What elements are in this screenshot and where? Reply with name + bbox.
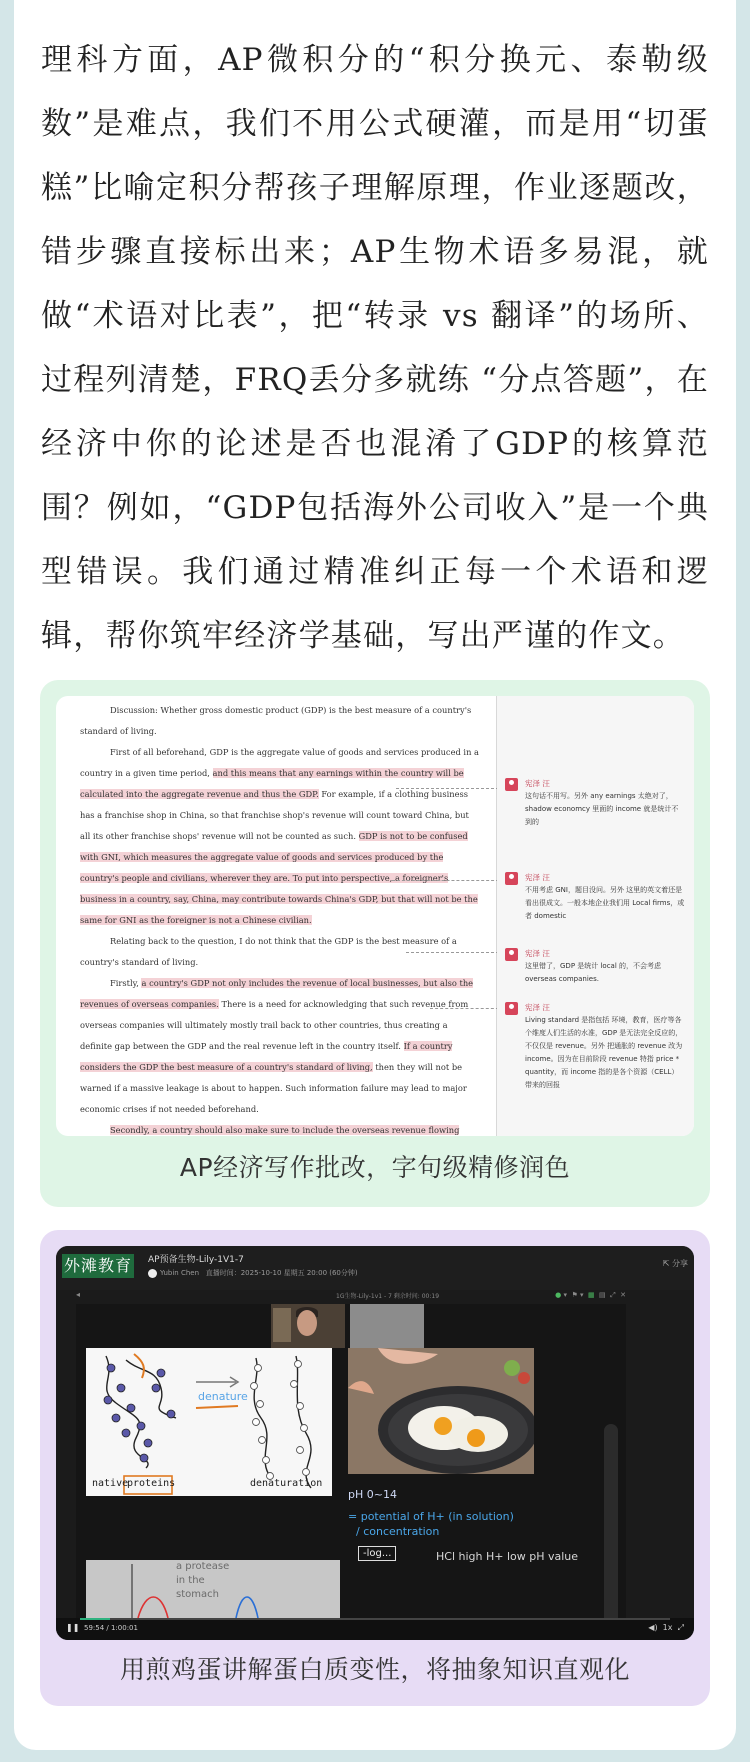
essay-text: Firstly, bbox=[110, 978, 142, 988]
mic-icon[interactable]: ● bbox=[555, 1291, 562, 1299]
teacher-camera[interactable] bbox=[271, 1304, 345, 1348]
bookshelf bbox=[273, 1308, 291, 1342]
page-sheet bbox=[14, 0, 736, 1750]
video-caption: 用煎鸡蛋讲解蛋白质变性，将抽象知识直观化 bbox=[119, 1655, 630, 1684]
essay-card bbox=[40, 680, 710, 1207]
essay-paragraph-1: Discussion: Whether gross domestic product (GDP) is the best measure of a country's standard of living. bbox=[80, 705, 472, 736]
student-camera[interactable] bbox=[350, 1304, 424, 1348]
video-screenshot bbox=[56, 1246, 694, 1640]
fullscreen-icon[interactable]: ⤢ bbox=[677, 1623, 684, 1632]
essay-screenshot bbox=[56, 696, 694, 1136]
review-comment[interactable] bbox=[505, 778, 689, 848]
highlighted-text[interactable]: a country's GDP not only includes the revenue of local businesses, but also the revenues of overseas companies. bbox=[80, 978, 474, 1009]
formula-line-1: = potential of H+ (in solution) bbox=[348, 1510, 514, 1523]
review-comment[interactable] bbox=[505, 948, 689, 998]
comment-body: 这句话不用写。另外 any earnings 太绝对了，shadow economcy 里面的 income 就是统计不到的 bbox=[525, 792, 679, 826]
pause-icon[interactable]: ❚❚ bbox=[66, 1623, 80, 1632]
highlighted-text[interactable]: and this means that any earnings within the country will be calculated into the aggregate revenue and thus the GDP. bbox=[80, 768, 464, 799]
user-icon bbox=[505, 778, 518, 791]
essay-text: For example, if a clothing business has a franchise shop in China, so that franchise shop's revenue will count toward China, but all its other franchise shops' revenue will not be counted as such. bbox=[80, 789, 469, 841]
protein-diagram bbox=[86, 1348, 332, 1496]
comment-connector bbox=[396, 788, 504, 789]
host-info bbox=[148, 1268, 358, 1278]
ph-graph bbox=[86, 1560, 340, 1618]
comment-connector bbox=[430, 1008, 504, 1009]
right-controls bbox=[648, 1623, 684, 1633]
comment-author: 宪泽 汪 bbox=[525, 779, 550, 788]
schedule-text: 直播时间：2025-10-10 星期五 20:00 (60分钟) bbox=[205, 1269, 358, 1277]
essay-text: then they will not be warned if a massive leakage is about to happen. Such information failure may lead to major economic crises if not needed beforehand. bbox=[80, 1062, 467, 1114]
volume-icon[interactable]: ◀) bbox=[648, 1623, 658, 1632]
review-comment[interactable] bbox=[505, 1002, 689, 1132]
host-name: Yubin Chen bbox=[160, 1269, 200, 1277]
essay-paragraph-4 bbox=[80, 973, 480, 1120]
ph-range: pH 0~14 bbox=[348, 1488, 397, 1501]
formula-line-2: / concentration bbox=[356, 1525, 440, 1538]
video-card bbox=[40, 1230, 710, 1706]
essay-paragraph-2 bbox=[80, 742, 480, 931]
egg-image bbox=[348, 1348, 534, 1474]
progress-track[interactable] bbox=[80, 1618, 670, 1620]
highlighted-text[interactable]: Secondly, a country should also make sure to include the overseas revenue flowing bbox=[80, 1125, 459, 1136]
speed-button[interactable]: 1x bbox=[662, 1623, 673, 1632]
menu-icon[interactable]: ◂ bbox=[76, 1290, 81, 1299]
comment-body: 这里错了，GDP 是统计 local 的，不会考虑 overseas companies. bbox=[525, 962, 662, 983]
comment-connector bbox=[392, 880, 504, 881]
user-icon bbox=[505, 1002, 518, 1015]
essay-paragraph-5 bbox=[80, 1120, 480, 1136]
brand-logo: 外滩教育 bbox=[62, 1254, 134, 1278]
grid-icon[interactable]: ▦ bbox=[587, 1291, 595, 1299]
essay-text: First of all beforehand, GDP is the aggregate value of goods and services produced in a country in a given time period, bbox=[80, 747, 480, 778]
highlighted-text[interactable]: GDP is not to be confused with GNI, which measures the aggregate value of goods and services produced by the country's people and civilians, wherever they are. To put into perspective, a foreigner's business in a country, say, China, may contribute towards China's GDP, but that will not be the same for GNI as the foreigner is not a Chinese civilian. bbox=[80, 831, 478, 925]
essay-caption: AP经济写作批改，字句级精修润色 bbox=[179, 1153, 571, 1182]
user-icon bbox=[505, 948, 518, 961]
time-display: 59:54 / 1:00:01 bbox=[84, 1624, 138, 1632]
essay-paragraph-3: Relating back to the question, I do not think that the GDP is the best measure of a country's standard of living. bbox=[80, 936, 457, 967]
session-label: 1G生物-Lily-1v1 - 7 剩余时间: 00:19 bbox=[336, 1293, 440, 1300]
class-title: AP预备生物-Lily-1V1-7 bbox=[148, 1255, 244, 1265]
comment-author: 宪泽 汪 bbox=[525, 1003, 550, 1012]
playback-controls bbox=[56, 1618, 694, 1640]
denature-label: denature bbox=[198, 1390, 248, 1403]
proteins-label: proteins bbox=[127, 1478, 176, 1489]
user-icon bbox=[505, 872, 518, 885]
session-bar bbox=[76, 1290, 626, 1302]
intro-paragraph: 理科方面，AP微积分的“积分换元、泰勒级数”是难点，我们不用公式硬灌，而是用“切蛋糕”比喻定积分帮孩子理解原理，作业逐题改，错步骤直接标出来；AP生物术语多易混，就做“术语对比表”，把“转录 vs 翻译”的场所、过程列清楚，FRQ丢分多就练 “分点答题”，在经济中你的论述是否也混淆了GDP的核算范围？例如，“GDP包括海外公司收入”是一个典型错误。我们通过精准纠正每一个术语和逻辑，帮你筑牢经济学基础，写出严谨的作文。 bbox=[41, 42, 709, 654]
denaturation-label: denaturation bbox=[250, 1478, 323, 1489]
teacher-face bbox=[297, 1310, 317, 1336]
essay-document bbox=[56, 696, 496, 1136]
comment-body: Living standard 是指包括 环境，教育，医疗等各个维度人们生活的水准，GDP 是无法完全反应的，不仅仅是 revenue。另外 把通胀的 revenue 改为 income。因为在目前阶段 revenue 特指 price * quantity，而 income 指的是各个资源（CELL）带来的回报 bbox=[525, 1016, 683, 1089]
native-label: native bbox=[92, 1478, 129, 1489]
comment-author: 宪泽 汪 bbox=[525, 873, 550, 882]
highlighted-text[interactable]: If a country considers the GDP the best measure of a country's standard of living, bbox=[80, 1041, 453, 1072]
comment-body: 不用考虑 GNI，题目没问。另外 这里的英文着还是看出很成文。一般本地企业我们用 Local firms，或者 domestic bbox=[525, 886, 685, 920]
comment-author: 宪泽 汪 bbox=[525, 949, 550, 958]
toolbar-icons[interactable]: ● ▾ ⚑ ▾ ▦ ▤ ⤢ ✕ bbox=[555, 1291, 626, 1299]
video-header bbox=[56, 1246, 694, 1290]
log-box: -log... bbox=[358, 1546, 396, 1561]
share-label: 分享 bbox=[672, 1259, 688, 1268]
class-stage bbox=[76, 1304, 626, 1618]
frying-egg-photo bbox=[348, 1348, 534, 1474]
protein-whiteboard bbox=[86, 1348, 332, 1496]
drawing-toolbar[interactable] bbox=[604, 1424, 618, 1640]
share-button[interactable]: ⇱ 分享 bbox=[662, 1259, 688, 1268]
avatar bbox=[148, 1269, 157, 1278]
hcl-note: HCl high H+ low pH value bbox=[436, 1550, 579, 1563]
graph-annotation: a protease in the stomach bbox=[176, 1561, 230, 1600]
progress-fill bbox=[80, 1618, 110, 1620]
essay-text: There is a need for acknowledging that such revenue from overseas companies will ultimately mostly trail back to other countries, thus creating a definite gap between the GDP and the real revenue left in the country itself. bbox=[80, 999, 469, 1051]
comment-connector bbox=[406, 952, 504, 953]
comments-pane bbox=[497, 696, 694, 1136]
review-comment[interactable] bbox=[505, 872, 689, 942]
